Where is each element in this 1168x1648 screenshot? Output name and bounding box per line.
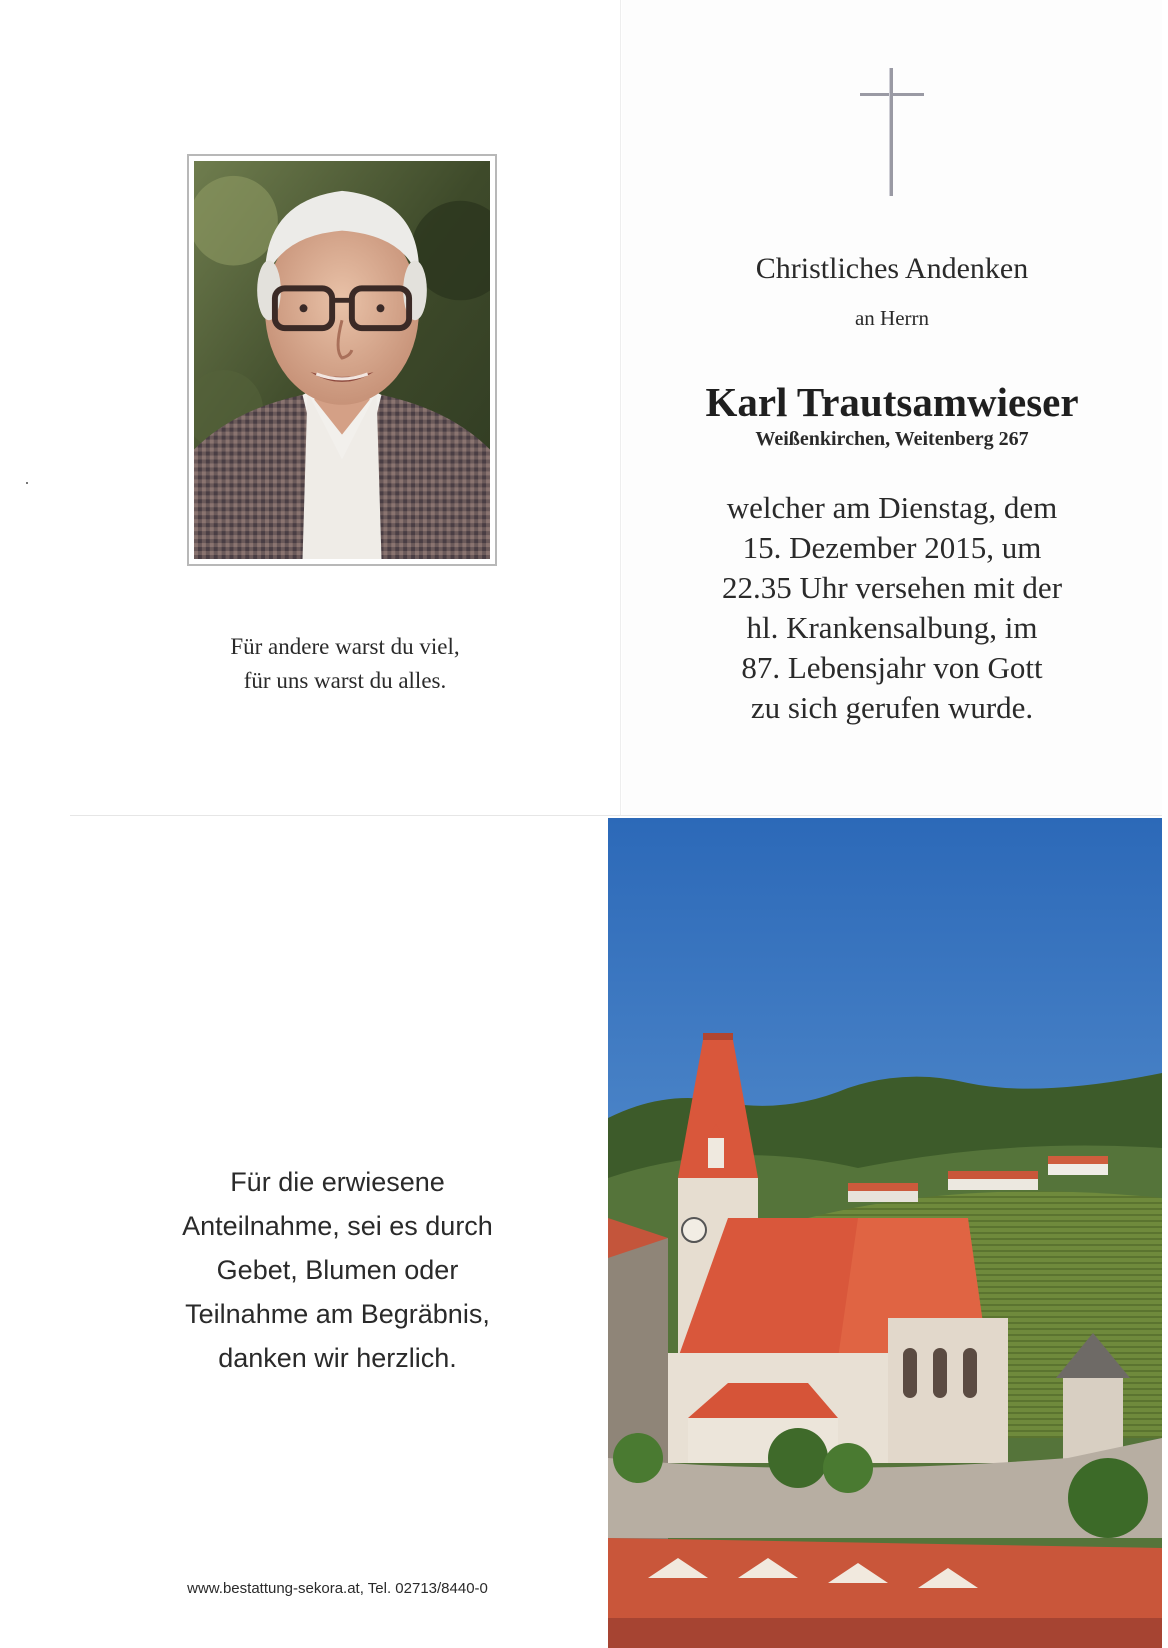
memorial-quote	[70, 630, 620, 698]
church-image	[608, 818, 1162, 1648]
quote-line: Für andere warst du viel,	[230, 634, 460, 659]
thanks-message	[70, 1160, 605, 1380]
portrait-photo	[187, 154, 497, 566]
cross-icon	[858, 68, 926, 196]
notice-line: zu sich gerufen wurde.	[750, 690, 1034, 725]
thanks-line: Gebet, Blumen oder	[216, 1255, 459, 1285]
scan-speck	[26, 482, 28, 484]
notice-line: welcher am Dienstag, dem	[726, 490, 1058, 525]
portrait-image	[194, 161, 490, 559]
thanks-line: danken wir herzlich.	[218, 1343, 457, 1373]
notice-line: 22.35 Uhr versehen mit der	[721, 570, 1063, 605]
quote-line: für uns warst du alles.	[243, 668, 447, 693]
notice-line: 87. Lebensjahr von Gott	[741, 650, 1043, 685]
funeral-home-footer: www.bestattung-sekora.at, Tel. 02713/8440-0	[187, 1580, 488, 1597]
notice-line: 15. Dezember 2015, um	[742, 530, 1042, 565]
notice-line: hl. Krankensalbung, im	[746, 610, 1038, 645]
deceased-name: Karl Trautsamwieser	[705, 379, 1079, 425]
salutation: an Herrn	[854, 306, 930, 330]
deceased-address: Weißenkirchen, Weitenberg 267	[755, 428, 1029, 450]
church-photo	[608, 818, 1162, 1648]
card-fold-line	[70, 815, 1162, 816]
card-heading: Christliches Andenken	[755, 252, 1029, 285]
thanks-line: Für die erwiesene	[230, 1167, 445, 1197]
thanks-line: Teilnahme am Begräbnis,	[185, 1299, 490, 1329]
death-notice-text	[622, 488, 1162, 728]
thanks-line: Anteilnahme, sei es durch	[182, 1211, 493, 1241]
